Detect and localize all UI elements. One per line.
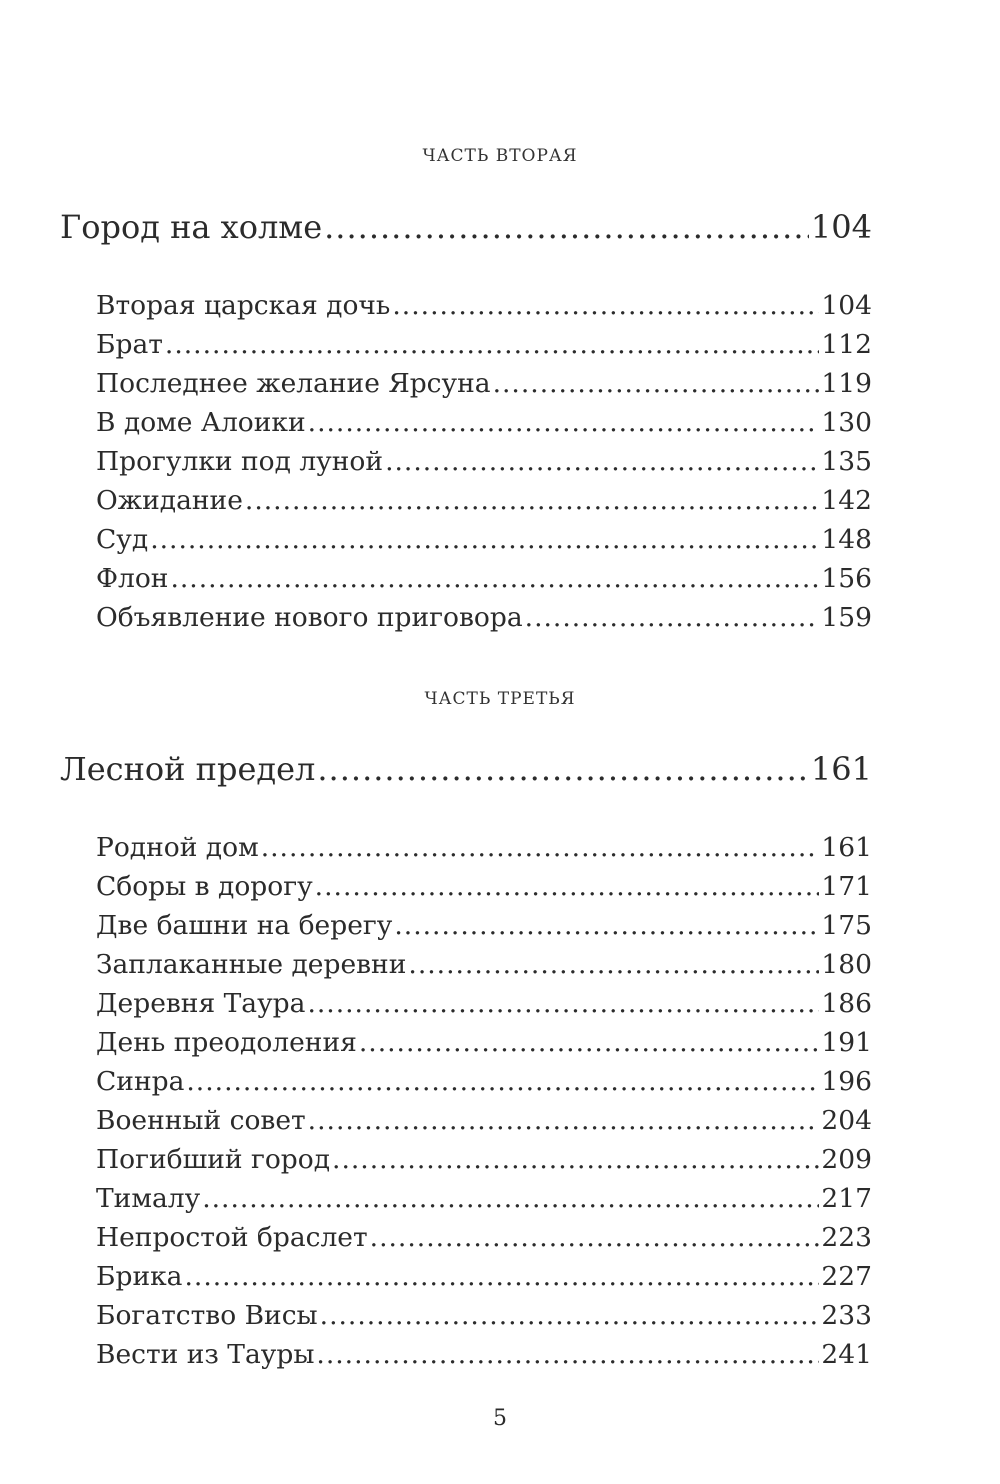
toc-item[interactable] (96, 602, 872, 639)
leader-dots (308, 407, 820, 438)
toc-item[interactable] (96, 832, 872, 869)
toc-item-title: Флон (96, 563, 169, 594)
page-number: 5 (493, 1406, 507, 1431)
toc-item-title: В доме Алоики (96, 407, 306, 438)
toc-item-page: 241 (821, 1339, 872, 1370)
leader-dots (332, 1144, 819, 1175)
toc-chapter-title: Лесной предел (60, 750, 316, 788)
toc-item-title: День преодоления (96, 1027, 357, 1058)
toc-item[interactable] (96, 1066, 872, 1103)
toc-item-title: Деревня Таура (96, 988, 306, 1019)
leader-dots (307, 988, 819, 1019)
toc-item-title: Брат (96, 329, 163, 360)
leader-dots (370, 1222, 820, 1253)
toc-item[interactable] (96, 988, 872, 1025)
toc-item-page: 130 (821, 407, 872, 438)
toc-item[interactable] (96, 1105, 872, 1142)
leader-dots (245, 485, 820, 516)
toc-item-page: 196 (821, 1066, 872, 1097)
toc-item[interactable] (96, 871, 872, 908)
toc-item-title: Прогулки под луной (96, 446, 384, 477)
toc-item-page: 204 (821, 1105, 872, 1136)
toc-item[interactable] (96, 1144, 872, 1181)
toc-item[interactable] (96, 524, 872, 561)
leader-dots (394, 910, 819, 941)
leader-dots (324, 208, 809, 246)
toc-item-page: 171 (821, 871, 872, 902)
toc-item-title: Вести из Тауры (96, 1339, 315, 1370)
toc-item-page: 148 (821, 524, 872, 555)
toc-item-page: 112 (821, 329, 872, 360)
toc-item-page: 156 (821, 563, 872, 594)
leader-dots (525, 602, 820, 633)
toc-item-title: Богатство Висы (96, 1300, 318, 1331)
toc-item-title: Сборы в дорогу (96, 871, 313, 902)
toc-item-page: 186 (821, 988, 872, 1019)
toc-item[interactable] (96, 910, 872, 947)
toc-item[interactable] (96, 1339, 872, 1376)
toc-item-page: 191 (821, 1027, 872, 1058)
toc-item-page: 227 (821, 1261, 872, 1292)
leader-dots (184, 1261, 819, 1292)
toc-item-page: 104 (821, 290, 872, 321)
toc-item[interactable] (96, 1027, 872, 1064)
leader-dots (317, 750, 809, 788)
toc-item[interactable] (96, 1183, 872, 1220)
leader-dots (316, 1339, 819, 1370)
toc-item[interactable] (96, 1261, 872, 1298)
toc-item-title: Ожидание (96, 485, 243, 516)
toc-chapter-page: 104 (810, 208, 872, 246)
leader-dots (308, 1105, 820, 1136)
toc-item-title: Суд (96, 524, 149, 555)
leader-dots (170, 563, 819, 594)
leader-dots (392, 290, 819, 321)
leader-dots (165, 329, 820, 360)
toc-item-page: 233 (821, 1300, 872, 1331)
toc-item-title: Тималу (96, 1183, 201, 1214)
toc-item-page: 159 (821, 602, 872, 633)
leader-dots (359, 1027, 820, 1058)
toc-item-title: Заплаканные деревни (96, 949, 407, 980)
leader-dots (315, 871, 820, 902)
toc-item-title: Родной дом (96, 832, 259, 863)
toc-item-title: Вторая царская дочь (96, 290, 391, 321)
toc-item-page: 161 (821, 832, 872, 863)
leader-dots (186, 1066, 819, 1097)
toc-item-title: Погибший город (96, 1144, 331, 1175)
toc-item-page: 142 (821, 485, 872, 516)
toc-item-page: 175 (821, 910, 872, 941)
toc-chapter[interactable] (60, 208, 872, 252)
toc-item[interactable] (96, 1300, 872, 1337)
toc-item-title: Брика (96, 1261, 183, 1292)
toc-item-title: Две башни на берегу (96, 910, 393, 941)
toc-chapter[interactable] (60, 750, 872, 794)
toc-item[interactable] (96, 329, 872, 366)
toc-item[interactable] (96, 368, 872, 405)
toc-item-page: 135 (821, 446, 872, 477)
toc-item-page: 209 (821, 1144, 872, 1175)
leader-dots (202, 1183, 819, 1214)
toc-item-page: 119 (821, 368, 872, 399)
toc-item-title: Военный совет (96, 1105, 306, 1136)
part-label: ЧАСТЬ ТРЕТЬЯ (424, 689, 576, 709)
toc-item-page: 223 (821, 1222, 872, 1253)
toc-item[interactable] (96, 1222, 872, 1259)
leader-dots (261, 832, 820, 863)
toc-chapter-title: Город на холме (60, 208, 323, 246)
toc-item-title: Синра (96, 1066, 185, 1097)
toc-item-title: Последнее желание Ярсуна (96, 368, 491, 399)
toc-item-title: Объявление нового приговора (96, 602, 523, 633)
toc-item[interactable] (96, 290, 872, 327)
toc-item-page: 180 (821, 949, 872, 980)
leader-dots (385, 446, 819, 477)
toc-item[interactable] (96, 563, 872, 600)
leader-dots (150, 524, 819, 555)
toc-item[interactable] (96, 407, 872, 444)
toc-item-title: Непростой браслет (96, 1222, 368, 1253)
toc-item[interactable] (96, 949, 872, 986)
toc-item[interactable] (96, 446, 872, 483)
leader-dots (493, 368, 820, 399)
toc-item[interactable] (96, 485, 872, 522)
toc-chapter-page: 161 (810, 750, 872, 788)
leader-dots (320, 1300, 820, 1331)
toc-item-page: 217 (821, 1183, 872, 1214)
part-label: ЧАСТЬ ВТОРАЯ (422, 146, 578, 166)
leader-dots (408, 949, 819, 980)
